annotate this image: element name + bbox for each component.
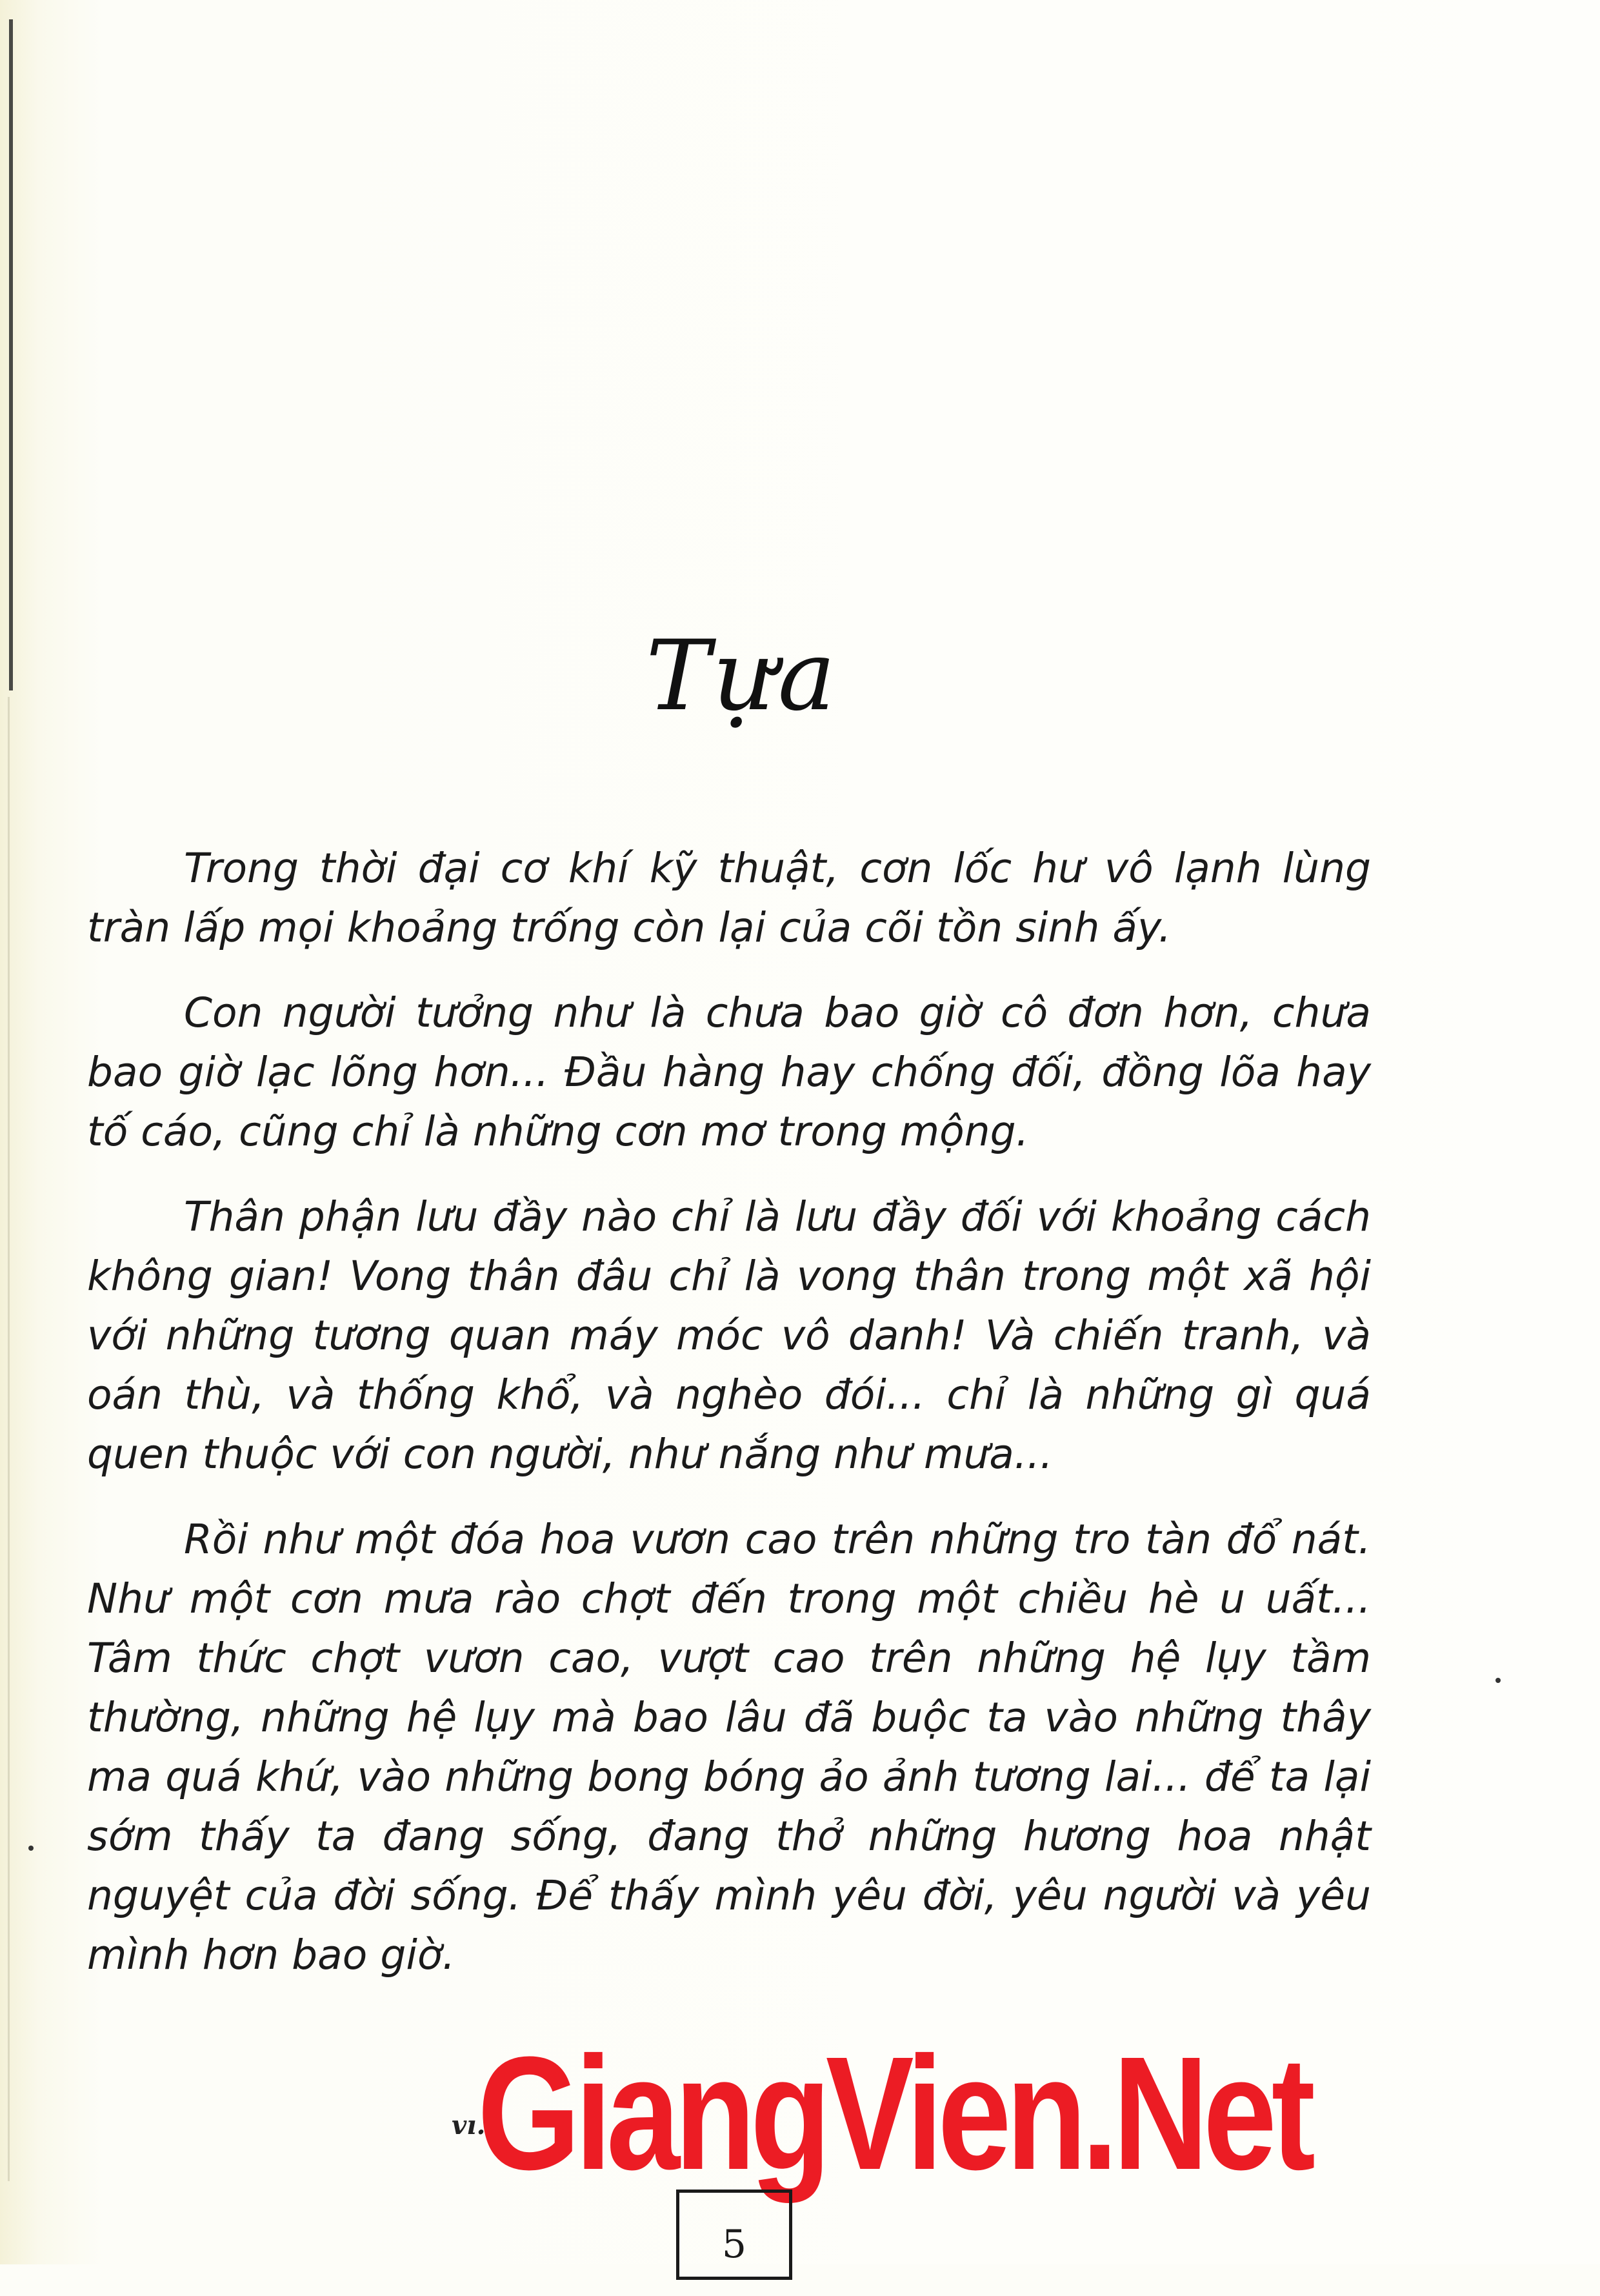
watermark-logo: GiangVien.Net xyxy=(477,2023,1310,2203)
page-number: 5 xyxy=(676,2190,792,2280)
body-text xyxy=(87,839,1371,2011)
scan-speck xyxy=(1495,1678,1501,1683)
paragraph: Rồi như một đóa hoa vươn cao trên những tro tàn đổ nát. Như một cơn mưa rào chợt đến trong một chiều hè u uất... Tâm thức chợt vươn cao, vượt cao trên những hệ lụy tầm thường, những hệ lụy mà bao lâu đã buộc ta vào những thây ma quá khứ, vào những bong bóng ảo ảnh tương lai... để ta lại sớm thấy ta đang sống, đang thở những hương hoa nhật nguyệt của đời sống. Để thấy mình yêu đời, yêu người và yêu mình hơn bao giờ. xyxy=(87,1516,1371,1979)
binding-edge-line xyxy=(9,19,13,690)
paragraph: Con người tưởng như là chưa bao giờ cô đơn hơn, chưa bao giờ lạc lõng hơn... Đầu hàng hay chống đối, đồng lõa hay tố cáo, cũng chỉ là những cơn mơ trong mộng. xyxy=(87,989,1371,1155)
paragraph: Trong thời đại cơ khí kỹ thuật, cơn lốc hư vô lạnh lùng tràn lấp mọi khoảng trống còn lại của cõi tồn sinh ấy. xyxy=(87,845,1371,951)
page-title: Tựa xyxy=(645,619,839,732)
scan-speck xyxy=(28,1846,34,1851)
author-signature: vı. xyxy=(452,2110,486,2140)
paragraph: Thân phận lưu đầy nào chỉ là lưu đầy đối với khoảng cách không gian! Vong thân đâu chỉ là vong thân trong một xã hội với những tương quan máy móc vô danh! Và chiến tranh, và oán thù, và thống khổ, và nghèo đói... chỉ là những gì quá quen thuộc với con người, như nắng như mưa... xyxy=(87,1193,1371,1478)
binding-shadow-line xyxy=(8,697,10,2181)
